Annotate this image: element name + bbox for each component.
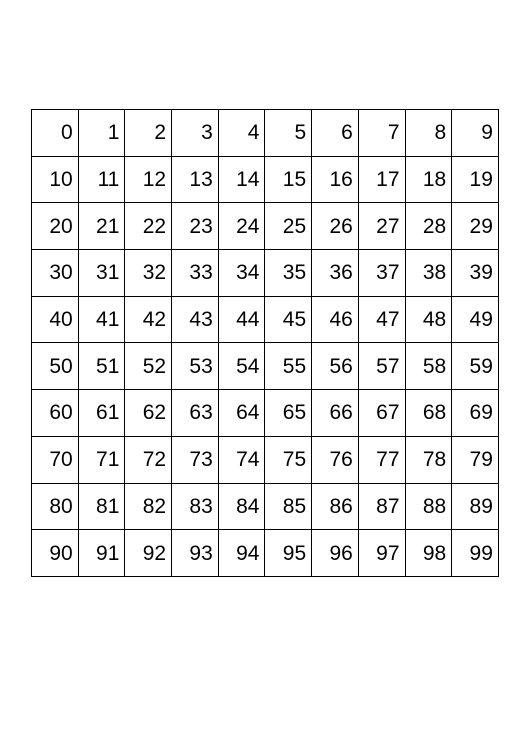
number-cell: 54 — [218, 343, 265, 390]
table-row — [32, 390, 499, 437]
number-cell: 73 — [172, 436, 219, 483]
number-cell: 46 — [312, 296, 359, 343]
number-cell: 83 — [172, 483, 219, 530]
number-cell: 49 — [452, 296, 499, 343]
number-cell: 29 — [452, 203, 499, 250]
number-cell: 93 — [172, 530, 219, 577]
number-cell: 15 — [265, 156, 312, 203]
number-cell: 72 — [125, 436, 172, 483]
table-row — [32, 436, 499, 483]
table-row — [32, 530, 499, 577]
number-cell: 6 — [312, 110, 359, 157]
number-cell: 14 — [218, 156, 265, 203]
number-cell: 53 — [172, 343, 219, 390]
number-cell: 88 — [405, 483, 452, 530]
number-cell: 38 — [405, 250, 452, 297]
number-cell: 94 — [218, 530, 265, 577]
number-cell: 44 — [218, 296, 265, 343]
number-cell: 40 — [32, 296, 79, 343]
number-cell: 23 — [172, 203, 219, 250]
number-cell: 33 — [172, 250, 219, 297]
number-cell: 1 — [78, 110, 125, 157]
number-cell: 89 — [452, 483, 499, 530]
number-cell: 71 — [78, 436, 125, 483]
number-cell: 86 — [312, 483, 359, 530]
number-cell: 24 — [218, 203, 265, 250]
number-cell: 87 — [358, 483, 405, 530]
number-cell: 69 — [452, 390, 499, 437]
number-cell: 22 — [125, 203, 172, 250]
number-cell: 95 — [265, 530, 312, 577]
number-cell: 78 — [405, 436, 452, 483]
number-cell: 64 — [218, 390, 265, 437]
number-cell: 43 — [172, 296, 219, 343]
number-cell: 70 — [32, 436, 79, 483]
number-cell: 90 — [32, 530, 79, 577]
hundred-chart-grid — [31, 109, 499, 577]
number-cell: 31 — [78, 250, 125, 297]
number-cell: 3 — [172, 110, 219, 157]
number-cell: 68 — [405, 390, 452, 437]
number-cell: 26 — [312, 203, 359, 250]
number-cell: 85 — [265, 483, 312, 530]
number-cell: 65 — [265, 390, 312, 437]
number-cell: 20 — [32, 203, 79, 250]
number-cell: 56 — [312, 343, 359, 390]
number-cell: 47 — [358, 296, 405, 343]
number-cell: 35 — [265, 250, 312, 297]
number-cell: 41 — [78, 296, 125, 343]
number-cell: 48 — [405, 296, 452, 343]
number-cell: 98 — [405, 530, 452, 577]
number-cell: 52 — [125, 343, 172, 390]
number-cell: 67 — [358, 390, 405, 437]
table-row — [32, 250, 499, 297]
number-cell: 0 — [32, 110, 79, 157]
number-cell: 96 — [312, 530, 359, 577]
number-cell: 50 — [32, 343, 79, 390]
number-cell: 21 — [78, 203, 125, 250]
number-cell: 66 — [312, 390, 359, 437]
number-cell: 59 — [452, 343, 499, 390]
table-row — [32, 203, 499, 250]
number-cell: 7 — [358, 110, 405, 157]
number-cell: 80 — [32, 483, 79, 530]
table-row — [32, 156, 499, 203]
number-cell: 42 — [125, 296, 172, 343]
number-cell: 76 — [312, 436, 359, 483]
number-cell: 58 — [405, 343, 452, 390]
number-cell: 91 — [78, 530, 125, 577]
number-cell: 18 — [405, 156, 452, 203]
table-row — [32, 343, 499, 390]
number-cell: 11 — [78, 156, 125, 203]
number-cell: 74 — [218, 436, 265, 483]
number-cell: 25 — [265, 203, 312, 250]
number-cell: 97 — [358, 530, 405, 577]
number-cell: 62 — [125, 390, 172, 437]
number-cell: 99 — [452, 530, 499, 577]
number-cell: 2 — [125, 110, 172, 157]
number-cell: 34 — [218, 250, 265, 297]
number-cell: 27 — [358, 203, 405, 250]
number-cell: 19 — [452, 156, 499, 203]
number-cell: 10 — [32, 156, 79, 203]
number-cell: 79 — [452, 436, 499, 483]
number-cell: 77 — [358, 436, 405, 483]
number-cell: 37 — [358, 250, 405, 297]
number-cell: 12 — [125, 156, 172, 203]
number-cell: 32 — [125, 250, 172, 297]
number-cell: 36 — [312, 250, 359, 297]
number-cell: 9 — [452, 110, 499, 157]
number-cell: 61 — [78, 390, 125, 437]
number-cell: 81 — [78, 483, 125, 530]
number-cell: 5 — [265, 110, 312, 157]
grid-body — [32, 110, 499, 577]
table-row — [32, 296, 499, 343]
number-cell: 51 — [78, 343, 125, 390]
number-cell: 84 — [218, 483, 265, 530]
number-cell: 45 — [265, 296, 312, 343]
number-cell: 60 — [32, 390, 79, 437]
number-cell: 30 — [32, 250, 79, 297]
table-row — [32, 483, 499, 530]
number-cell: 55 — [265, 343, 312, 390]
number-cell: 82 — [125, 483, 172, 530]
number-cell: 16 — [312, 156, 359, 203]
number-cell: 63 — [172, 390, 219, 437]
number-cell: 4 — [218, 110, 265, 157]
number-cell: 8 — [405, 110, 452, 157]
table-row — [32, 110, 499, 157]
number-cell: 39 — [452, 250, 499, 297]
number-cell: 17 — [358, 156, 405, 203]
number-cell: 92 — [125, 530, 172, 577]
number-cell: 57 — [358, 343, 405, 390]
number-cell: 13 — [172, 156, 219, 203]
number-cell: 28 — [405, 203, 452, 250]
number-cell: 75 — [265, 436, 312, 483]
